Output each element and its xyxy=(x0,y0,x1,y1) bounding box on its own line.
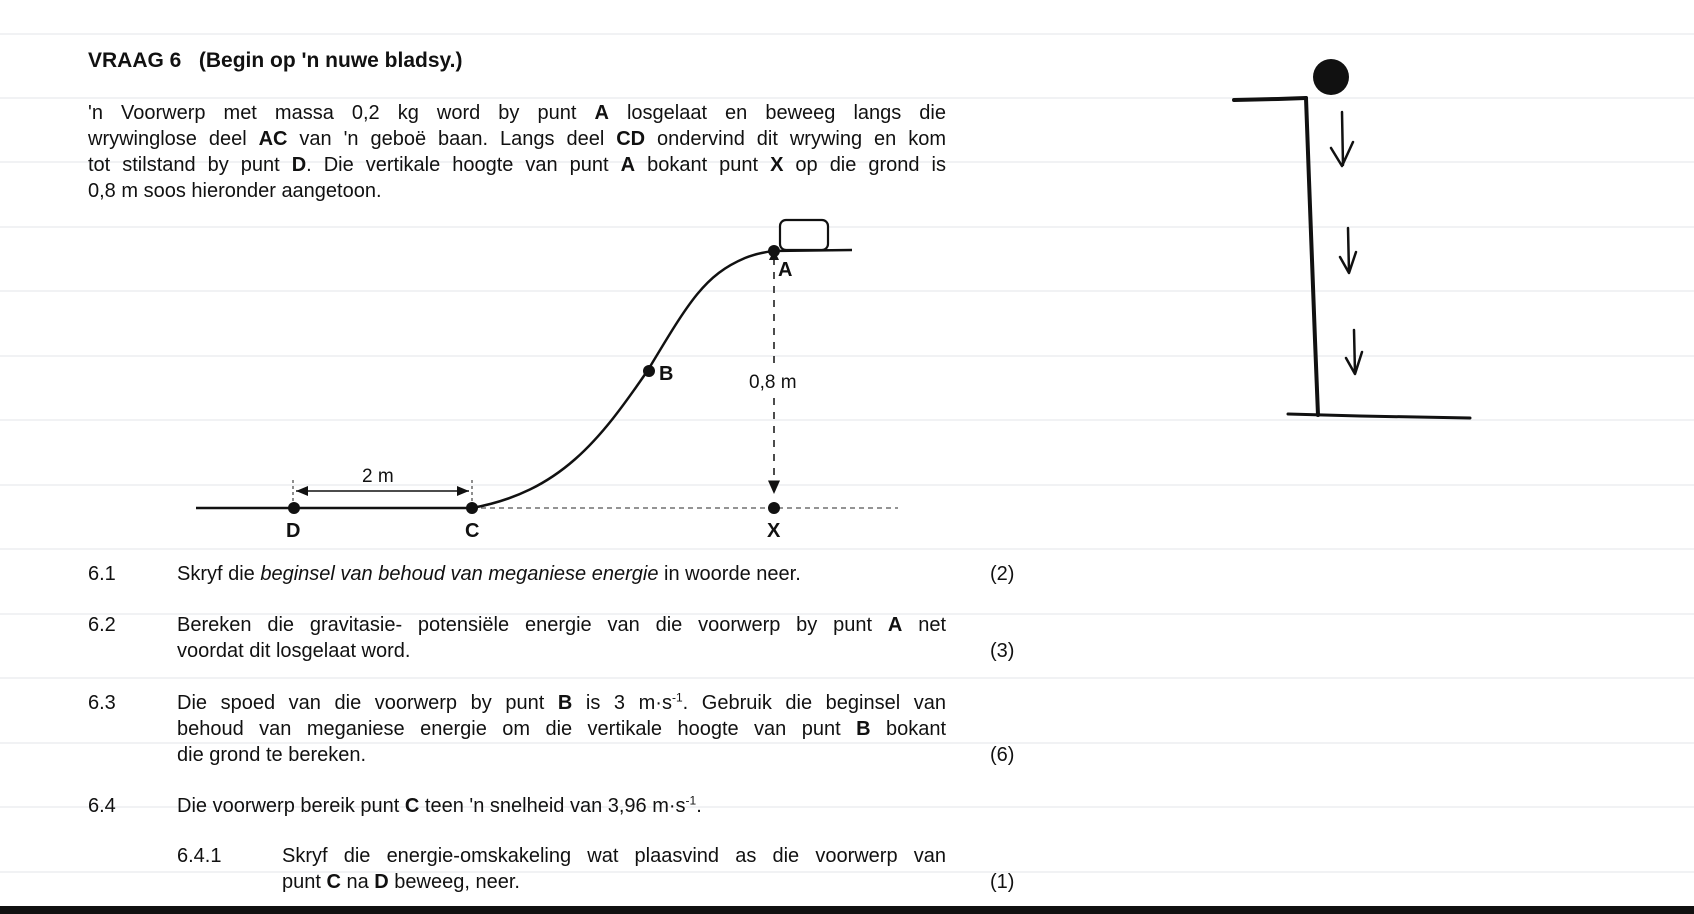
intro-line-3: tot stilstand by punt D. Die vertikale hoogte van punt A bokant punt X op die grond is xyxy=(88,154,946,176)
distance-label: 2 m xyxy=(362,466,394,487)
q6-2-marks: (3) xyxy=(990,640,1015,662)
q6-4-text: Die voorwerp bereik punt C teen 'n snelheid van 3,96 $m\cdot s^{-1}$. xyxy=(177,793,702,817)
sketch-top-ledge xyxy=(1234,98,1306,100)
q6-2-text: Bereken die gravitasie- potensiële energie van die voorwerp by punt A net voordat dit losgelaat word. xyxy=(177,614,946,662)
q6-3-number: 6.3 xyxy=(88,692,116,714)
q6-4-1-marks: (1) xyxy=(990,871,1015,893)
label-B: B xyxy=(659,363,674,385)
sketch-arrow-icon-2 xyxy=(1340,228,1356,273)
sketch-arrow-icon-1 xyxy=(1331,112,1353,166)
sketch-ground-line xyxy=(1288,414,1470,418)
intro-line-4: 0,8 m soos hieronder aangetoon. xyxy=(88,180,382,202)
q6-4-1-text: Skryf die energie-omskakeling wat plaasvind as die voorwerp van punt C na D beweeg, neer. xyxy=(282,845,946,893)
bottom-bar xyxy=(0,906,1694,914)
falling-ball-icon xyxy=(1313,59,1349,95)
label-A: A xyxy=(778,259,793,281)
q6-1-number: 6.1 xyxy=(88,563,116,585)
question-number: VRAAG 6 xyxy=(88,49,182,72)
label-X: X xyxy=(767,520,781,542)
q6-1-marks: (2) xyxy=(990,563,1015,585)
q6-4-number: 6.4 xyxy=(88,795,116,817)
q6-3-marks: (6) xyxy=(990,744,1015,766)
height-label: 0,8 m xyxy=(749,372,797,393)
intro-line-2: wrywinglose deel AC van 'n geboë baan. Langs deel CD ondervind dit wrywing en kom xyxy=(88,128,946,150)
q6-1-text: Skryf die beginsel van behoud van meganiese energie in woorde neer. xyxy=(177,563,801,585)
intro-line-1: 'n Voorwerp met massa 0,2 kg word by punt A losgelaat en beweeg langs die xyxy=(88,102,946,124)
label-C: C xyxy=(465,520,480,542)
q6-4-1-number: 6.4.1 xyxy=(177,845,222,867)
question-note: (Begin op 'n nuwe bladsy.) xyxy=(198,49,463,72)
q6-3-text: Die spoed van die voorwerp by punt B is 3 $m\cdot s^{-1}$. Gebruik die beginsel van behoud van meganiese energie om die vertikale hoogte van punt B bokant die grond te bereken. xyxy=(177,690,947,766)
sketch-arrow-icon-3 xyxy=(1346,330,1362,374)
q6-2-number: 6.2 xyxy=(88,614,116,636)
label-D: D xyxy=(286,520,301,542)
sketch-vertical-line xyxy=(1306,98,1318,415)
